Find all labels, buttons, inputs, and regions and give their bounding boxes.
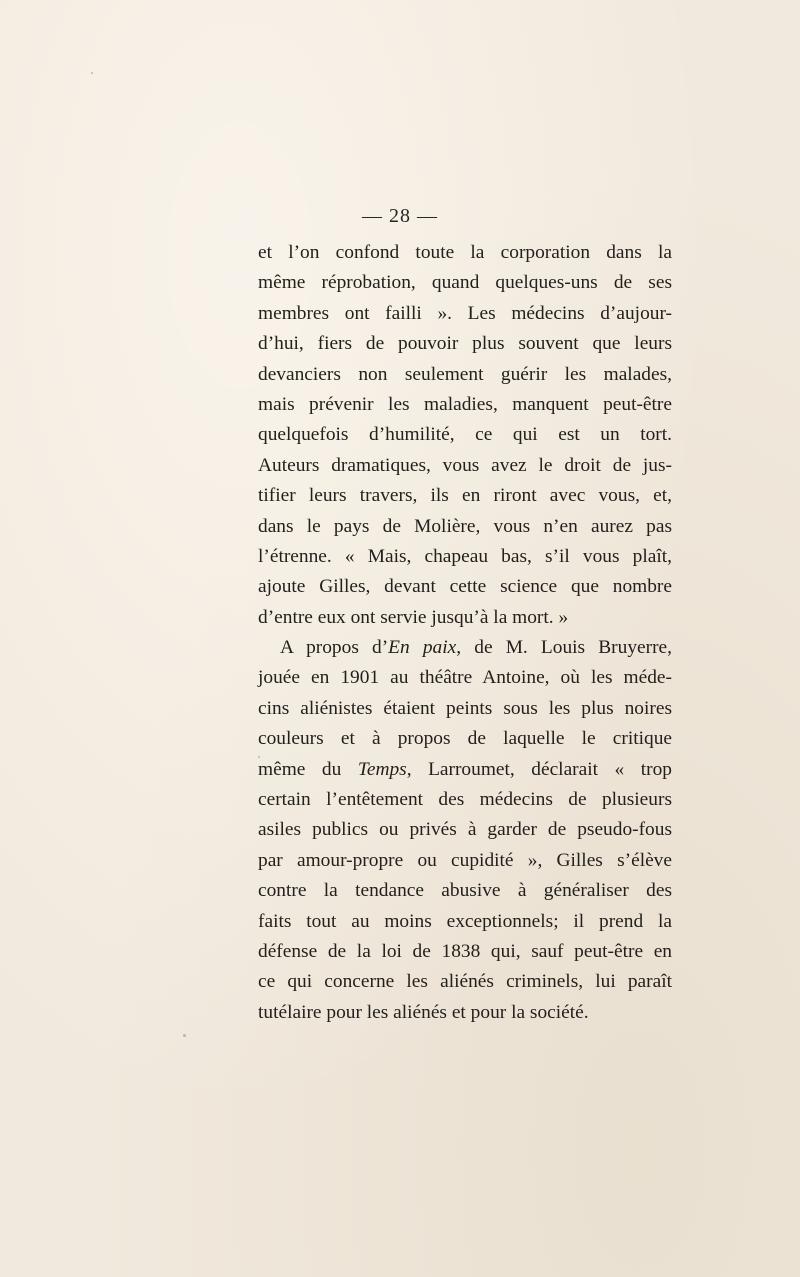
italic-title: En paix	[388, 637, 457, 659]
page-number: — 28 —	[362, 205, 438, 227]
text-run: , de M. Louis Bruyerre,	[456, 637, 672, 659]
text-line: devanciers non seulement guérir les malades,	[258, 363, 672, 385]
paper-speck	[183, 1034, 186, 1037]
text-line: contre la tendance abusive à généraliser des	[258, 880, 672, 902]
text-line: même réprobation, quand quelques-uns de ses	[258, 272, 672, 294]
text-line: tifier leurs travers, ils en riront avec vous, et,	[258, 485, 672, 507]
text-line: faits tout au moins exceptionnels; il prend la	[258, 910, 672, 932]
text-line: par amour-propre ou cupidité », Gilles s’élève	[258, 849, 672, 871]
text-line: jouée en 1901 au théâtre Antoine, où les méde-	[258, 667, 672, 689]
paper-speck	[258, 756, 260, 758]
text-line: membres ont failli ». Les médecins d’aujour-	[258, 302, 672, 324]
text-line: défense de la loi de 1838 qui, sauf peut-être en	[258, 940, 672, 962]
text-run: A propos d’	[280, 637, 389, 659]
text-line: certain l’entêtement des médecins de plusieurs	[258, 789, 672, 811]
text-line: et l’on confond toute la corporation dans la	[258, 242, 672, 263]
text-line: asiles publics ou privés à garder de pseudo-fous	[258, 819, 672, 841]
text-line: Auteurs dramatiques, vous avez le droit de jus-	[258, 454, 672, 476]
text-line: mais prévenir les maladies, manquent peut-être	[258, 393, 672, 415]
text-line: ajoute Gilles, devant cette science que nombre	[258, 576, 672, 598]
text-line: d’entre eux ont servie jusqu’à la mort. »	[258, 606, 569, 628]
italic-title: Temps	[357, 758, 407, 780]
text-line-paragraph-start	[258, 633, 672, 663]
text-run: même du	[258, 758, 358, 780]
text-line: quelquefois d’humilité, ce qui est un tort.	[258, 424, 672, 446]
text-line: couleurs et à propos de laquelle le critique	[258, 728, 672, 750]
paper-speck	[91, 72, 93, 74]
text-line: tutélaire pour les aliénés et pour la société.	[258, 1001, 589, 1023]
text-line	[258, 755, 672, 785]
body-text	[258, 238, 672, 1028]
text-line: dans le pays de Molière, vous n’en aurez pas	[258, 515, 672, 537]
text-line: l’étrenne. « Mais, chapeau bas, s’il vous plaît,	[258, 545, 672, 567]
text-line: cins aliénistes étaient peints sous les plus noires	[258, 697, 672, 719]
text-line: d’hui, fiers de pouvoir plus souvent que leurs	[258, 333, 672, 355]
text-line: ce qui concerne les aliénés criminels, lui paraît	[258, 971, 672, 993]
text-run: , Larroumet, déclarait « trop	[406, 758, 672, 780]
